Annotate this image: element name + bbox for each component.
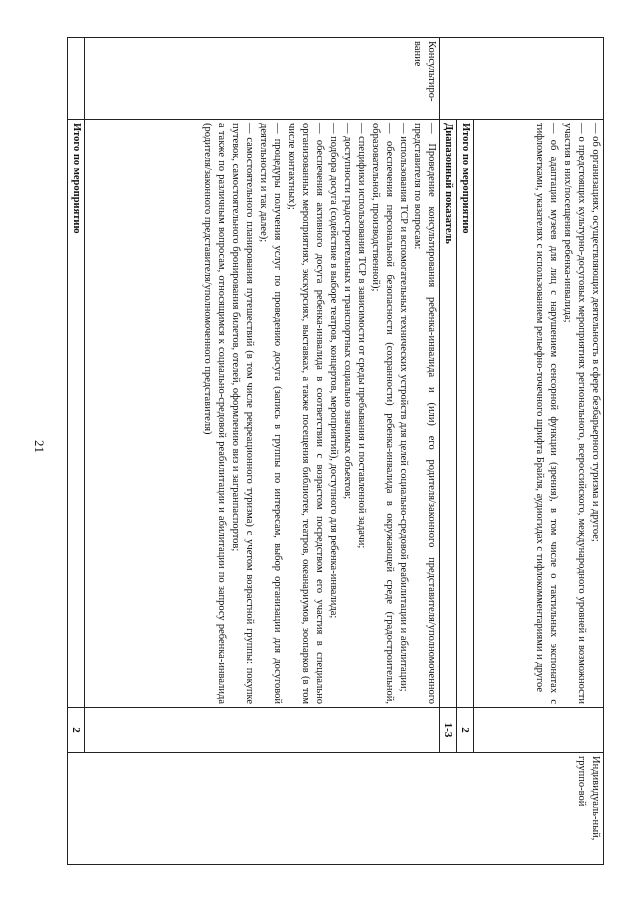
list-item: — использования ТСР и вспомогательных технических устройств для целей социально-средовой реабилитации и абилитации; (398, 123, 409, 692)
number-cell-empty (474, 708, 604, 753)
type-cell-empty (440, 38, 604, 120)
description-cell (85, 120, 440, 708)
rehabilitation-table (67, 37, 604, 865)
list-item: — обеспечения персональной безопасности (сохранности) ребенка-инвалида в окружающей среде (градостроительной, образовательной, производственной); (370, 123, 395, 704)
range-value: 1-3 (440, 708, 457, 753)
rotated-table-container (68, 37, 604, 864)
total-value: 2 (457, 708, 474, 753)
list-item: — процедуры получения услуг по проведению досуга (запись в группы по интересам, выбор организации для досуговой деятельности и так далее); (258, 123, 283, 704)
list-item: а также по различным вопросам, относящимся к социально-средовой реабилитации и абилитации по запросу ребенка-инвалида (родителя/законного представителя/уполномоченного представителя) (202, 123, 227, 704)
total-label: Итого по мероприятию (457, 120, 474, 708)
type-cell (85, 38, 440, 120)
form-cell (68, 753, 604, 865)
table-row (440, 38, 457, 865)
form-label: Индивидуаль-ный, группо-вой (576, 756, 601, 841)
list-item: — Проведение консультирования ребенка-инвалида и (или) его родителя/законного представителя/уполномоченного представителя по вопросам: (412, 123, 437, 704)
list-item: — специфики использования ТСР в зависимости от среды пребывания и поставленной задачи; (356, 123, 367, 549)
list-item: — о предстоящих культурно-досуговых мероприятиях регионального, всероссийского, международного уровней и возможности участия в них/посещения ребенка-инвалида; (562, 123, 587, 704)
list-item: — об организациях, осуществляющих деятельность в сфере безбарьерного туризма и другое; (590, 123, 601, 542)
range-label: Диапазонный показатель (440, 120, 457, 708)
total-label: Итого по мероприятию (68, 120, 85, 708)
table-row (457, 38, 474, 865)
list-item: — об адаптации музеев для лиц с нарушением сенсорной функции (зрения), в том числе о тактильных экспонатах с тифлометками, указателях с использованием рельефно-точечного шрифта Брайля, аудиогидах с тифлокомментариями и другое (534, 123, 559, 704)
number-cell-empty (85, 708, 440, 753)
type-label: Консультиро-вание (412, 41, 437, 102)
list-item: — обеспечения активного досуга ребенка-инвалида в соответствии с возрастом посредством его участия в специально организованных мероприятиях, экскурсиях, выставках, а также посещения библиотек, театров, океанариумов, зоопарков (в том числе контактных); (286, 123, 325, 704)
page-number: 21 (32, 440, 47, 453)
list-item: — доступности градостроительных и транспортных социально значимых объектов; (342, 123, 353, 500)
total-value: 2 (68, 708, 85, 753)
list-item: — самостоятельного планирования путешествий (в том числе рекреационного туризма) с учетом возрастной группы: покупке путевок, самостоятельного бронирования билетов, отелей, оформлению виз и загранпаспортов; (230, 123, 255, 704)
table-row (85, 38, 440, 865)
description-cell (474, 120, 604, 708)
table-row (474, 38, 604, 865)
table-row (68, 38, 85, 865)
list-item: — подбора досуга (содействие в выборе театров, концертов, мероприятий), доступного для ребенка-инвалида; (328, 123, 339, 619)
type-cell-empty (68, 38, 85, 120)
